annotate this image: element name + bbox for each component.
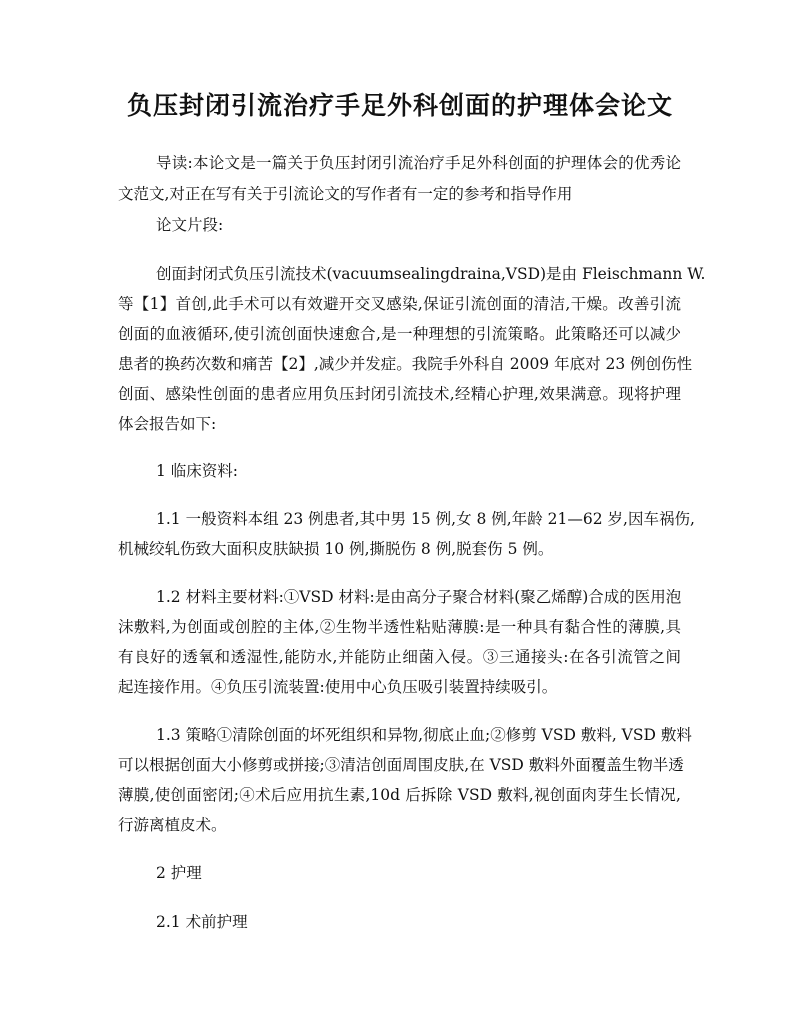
paragraph-line: 行游离植皮术。	[118, 816, 227, 834]
paragraph-line: 1.1 一般资料本组 23 例患者,其中男 15 例,女 8 例,年龄 21—62 岁,因车祸伤,	[156, 510, 695, 528]
paragraph-line: 患者的换药次数和痛苦【2】,减少并发症。我院手外科自 2009 年底对 23 例创伤性	[118, 355, 693, 373]
paragraph-line: 薄膜,使创面密闭;④术后应用抗生素,10d 后拆除 VSD 敷料,视创面肉芽生长情况,	[118, 786, 681, 804]
paragraph-line: 等【1】首创,此手术可以有效避开交叉感染,保证引流创面的清洁,干燥。改善引流	[118, 295, 681, 313]
paragraph-line: 创面封闭式负压引流技术(vacuumsealingdraina,VSD)是由 Fleischmann W.	[156, 265, 706, 283]
excerpt-label: 论文片段:	[156, 216, 224, 234]
subsection-heading: 2.1 术前护理	[156, 913, 248, 931]
paragraph-line: 创面的血液循环,使引流创面快速愈合,是一种理想的引流策略。此策略还可以减少	[118, 325, 681, 343]
paragraph-line: 1.3 策略①清除创面的坏死组织和异物,彻底止血;②修剪 VSD 敷料, VSD 敷料	[156, 726, 692, 744]
intro-line: 导读:本论文是一篇关于负压封闭引流治疗手足外科创面的护理体会的优秀论	[156, 154, 681, 172]
paragraph-line: 可以根据创面大小修剪或拼接;③清洁创面周围皮肤,在 VSD 敷料外面覆盖生物半透	[118, 756, 684, 774]
paragraph-line: 体会报告如下:	[118, 415, 217, 433]
paragraph-line: 创面、感染性创面的患者应用负压封闭引流技术,经精心护理,效果满意。现将护理	[118, 385, 681, 403]
paragraph-line: 有良好的透氧和透湿性,能防水,并能防止细菌入侵。③三通接头:在各引流管之间	[118, 648, 681, 666]
section-heading: 1 临床资料:	[156, 462, 239, 480]
paragraph-line: 沫敷料,为创面或创腔的主体,②生物半透性粘贴薄膜:是一种具有黏合性的薄膜,具	[118, 618, 681, 636]
document-title: 负压封闭引流治疗手足外科创面的护理体会论文	[126, 91, 673, 120]
paragraph-line: 1.2 材料主要材料:①VSD 材料:是由高分子聚合材料(聚乙烯醇)合成的医用泡	[156, 588, 682, 606]
paragraph-line: 起连接作用。④负压引流装置:使用中心负压吸引装置持续吸引。	[118, 678, 558, 696]
section-heading: 2 护理	[156, 864, 202, 882]
intro-line: 文范文,对正在写有关于引流论文的写作者有一定的参考和指导作用	[118, 185, 573, 203]
paragraph-line: 机械绞轧伤致大面积皮肤缺损 10 例,撕脱伤 8 例,脱套伤 5 例。	[118, 540, 554, 558]
